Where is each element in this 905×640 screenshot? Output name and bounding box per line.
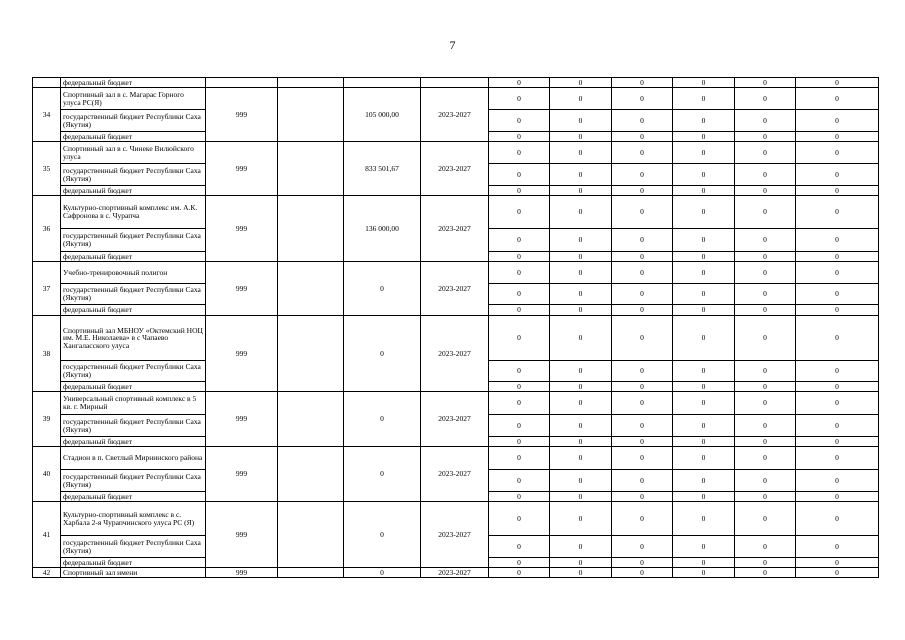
project-code: 999 bbox=[206, 502, 278, 568]
value-cell: 0 bbox=[796, 132, 879, 142]
value-cell: 0 bbox=[796, 110, 879, 132]
value-cell: 0 bbox=[489, 110, 550, 132]
source-label: федеральный бюджет bbox=[61, 305, 206, 316]
project-code: 999 bbox=[206, 88, 278, 142]
project-period: 2023-2027 bbox=[421, 88, 489, 142]
empty-cell bbox=[278, 262, 344, 316]
value-cell: 0 bbox=[550, 78, 612, 88]
value-cell: 0 bbox=[673, 284, 735, 305]
project-code: 999 bbox=[206, 196, 278, 262]
value-cell: 0 bbox=[489, 382, 550, 392]
value-cell: 0 bbox=[550, 164, 612, 186]
value-cell: 0 bbox=[673, 110, 735, 132]
empty-cell bbox=[278, 88, 344, 142]
budget-table bbox=[32, 77, 879, 578]
table-row bbox=[33, 262, 879, 284]
project-name: Спортивный зал МБНОУ «Октемский НОЦ им. М.Е. Николаева» в с Чапаево Хангаласского улуса bbox=[61, 316, 206, 361]
value-cell: 0 bbox=[550, 437, 612, 447]
value-cell: 0 bbox=[550, 470, 612, 492]
source-label: федеральный бюджет bbox=[61, 382, 206, 392]
value-cell: 0 bbox=[550, 316, 612, 361]
value-cell: 0 bbox=[550, 88, 612, 110]
value-cell: 0 bbox=[550, 284, 612, 305]
project-cost: 0 bbox=[344, 262, 421, 316]
value-cell: 0 bbox=[489, 502, 550, 536]
value-cell: 0 bbox=[673, 361, 735, 382]
project-cost: 0 bbox=[344, 447, 421, 502]
value-cell: 0 bbox=[673, 382, 735, 392]
source-label: федеральный бюджет bbox=[61, 558, 206, 568]
value-cell: 0 bbox=[796, 568, 879, 578]
project-cost: 0 bbox=[344, 392, 421, 447]
empty-cell bbox=[278, 568, 344, 578]
project-code: 999 bbox=[206, 447, 278, 502]
value-cell: 0 bbox=[735, 558, 796, 568]
project-cost: 0 bbox=[344, 316, 421, 392]
value-cell: 0 bbox=[735, 382, 796, 392]
value-cell: 0 bbox=[735, 132, 796, 142]
project-cost: 0 bbox=[344, 568, 421, 578]
value-cell: 0 bbox=[796, 142, 879, 164]
value-cell: 0 bbox=[673, 196, 735, 229]
value-cell: 0 bbox=[735, 502, 796, 536]
value-cell: 0 bbox=[612, 558, 673, 568]
value-cell: 0 bbox=[489, 470, 550, 492]
value-cell: 0 bbox=[550, 447, 612, 470]
project-code: 999 bbox=[206, 316, 278, 392]
value-cell: 0 bbox=[796, 437, 879, 447]
value-cell: 0 bbox=[796, 502, 879, 536]
value-cell: 0 bbox=[489, 558, 550, 568]
value-cell: 0 bbox=[612, 305, 673, 316]
value-cell: 0 bbox=[612, 568, 673, 578]
value-cell: 0 bbox=[612, 88, 673, 110]
value-cell: 0 bbox=[612, 536, 673, 558]
value-cell: 0 bbox=[612, 470, 673, 492]
project-name: Универсальный спортивный комплекс в 5 кв. г. Мирный bbox=[61, 392, 206, 415]
value-cell: 0 bbox=[673, 502, 735, 536]
value-cell: 0 bbox=[735, 305, 796, 316]
value-cell: 0 bbox=[735, 415, 796, 437]
project-code: 999 bbox=[206, 142, 278, 196]
table-row bbox=[33, 142, 879, 164]
value-cell: 0 bbox=[550, 415, 612, 437]
project-code: 999 bbox=[206, 568, 278, 578]
value-cell: 0 bbox=[612, 415, 673, 437]
value-cell: 0 bbox=[673, 415, 735, 437]
source-label: государственный бюджет Республики Саха (Якутия) bbox=[61, 110, 206, 132]
value-cell: 0 bbox=[612, 284, 673, 305]
value-cell: 0 bbox=[550, 110, 612, 132]
value-cell: 0 bbox=[796, 305, 879, 316]
value-cell: 0 bbox=[550, 142, 612, 164]
project-code: 999 bbox=[206, 392, 278, 447]
value-cell: 0 bbox=[735, 110, 796, 132]
table-row bbox=[33, 88, 879, 110]
value-cell: 0 bbox=[735, 316, 796, 361]
project-name: Спортивный зал имени bbox=[61, 568, 206, 578]
value-cell: 0 bbox=[489, 447, 550, 470]
value-cell: 0 bbox=[673, 568, 735, 578]
value-cell: 0 bbox=[796, 252, 879, 262]
value-cell: 0 bbox=[735, 284, 796, 305]
project-number: 38 bbox=[33, 316, 61, 392]
value-cell: 0 bbox=[673, 164, 735, 186]
value-cell: 0 bbox=[612, 196, 673, 229]
table-row bbox=[33, 392, 879, 415]
value-cell: 0 bbox=[612, 447, 673, 470]
value-cell: 0 bbox=[612, 502, 673, 536]
source-label: государственный бюджет Республики Саха (Якутия) bbox=[61, 415, 206, 437]
value-cell: 0 bbox=[673, 305, 735, 316]
value-cell: 0 bbox=[489, 392, 550, 415]
project-period: 2023-2027 bbox=[421, 316, 489, 392]
empty-cell bbox=[278, 196, 344, 262]
value-cell: 0 bbox=[673, 262, 735, 284]
value-cell: 0 bbox=[489, 415, 550, 437]
project-number: 37 bbox=[33, 262, 61, 316]
value-cell: 0 bbox=[673, 252, 735, 262]
page-number: 7 bbox=[449, 38, 456, 52]
value-cell: 0 bbox=[796, 536, 879, 558]
value-cell: 0 bbox=[796, 196, 879, 229]
value-cell: 0 bbox=[489, 229, 550, 252]
value-cell: 0 bbox=[612, 164, 673, 186]
value-cell: 0 bbox=[796, 229, 879, 252]
value-cell: 0 bbox=[796, 392, 879, 415]
project-period: 2023-2027 bbox=[421, 196, 489, 262]
value-cell: 0 bbox=[489, 568, 550, 578]
empty-cell bbox=[278, 447, 344, 502]
value-cell: 0 bbox=[550, 392, 612, 415]
project-name: Учебно-тренировочный полигон bbox=[61, 262, 206, 284]
value-cell: 0 bbox=[612, 78, 673, 88]
value-cell: 0 bbox=[489, 132, 550, 142]
value-cell: 0 bbox=[550, 252, 612, 262]
value-cell: 0 bbox=[796, 164, 879, 186]
source-label: федеральный бюджет bbox=[61, 78, 206, 88]
value-cell: 0 bbox=[489, 492, 550, 502]
value-cell: 0 bbox=[489, 284, 550, 305]
project-name: Культурно-спортивный комплекс им. А.К. Сафронова в с. Чурапча bbox=[61, 196, 206, 229]
value-cell: 0 bbox=[612, 262, 673, 284]
value-cell: 0 bbox=[796, 415, 879, 437]
code-cell bbox=[206, 78, 278, 88]
project-cost: 0 bbox=[344, 502, 421, 568]
value-cell: 0 bbox=[612, 252, 673, 262]
value-cell: 0 bbox=[489, 262, 550, 284]
value-cell: 0 bbox=[735, 186, 796, 196]
project-name: Культурно-спортивный комплекс в с. Харбала 2-я Чурапчинского улуса РС (Я) bbox=[61, 502, 206, 536]
value-cell: 0 bbox=[673, 229, 735, 252]
value-cell: 0 bbox=[735, 447, 796, 470]
project-period: 2023-2027 bbox=[421, 392, 489, 447]
value-cell: 0 bbox=[673, 88, 735, 110]
value-cell: 0 bbox=[612, 382, 673, 392]
value-cell: 0 bbox=[489, 142, 550, 164]
value-cell: 0 bbox=[489, 186, 550, 196]
source-label: государственный бюджет Республики Саха (Якутия) bbox=[61, 229, 206, 252]
value-cell: 0 bbox=[673, 447, 735, 470]
empty-cell bbox=[278, 142, 344, 196]
value-cell: 0 bbox=[673, 492, 735, 502]
empty-cell bbox=[278, 392, 344, 447]
value-cell: 0 bbox=[673, 316, 735, 361]
source-label: федеральный бюджет bbox=[61, 132, 206, 142]
value-cell: 0 bbox=[735, 470, 796, 492]
value-cell: 0 bbox=[489, 88, 550, 110]
table-row bbox=[33, 568, 879, 578]
value-cell: 0 bbox=[673, 78, 735, 88]
source-label: федеральный бюджет bbox=[61, 252, 206, 262]
value-cell: 0 bbox=[673, 470, 735, 492]
project-period: 2023-2027 bbox=[421, 502, 489, 568]
value-cell: 0 bbox=[612, 316, 673, 361]
value-cell: 0 bbox=[735, 392, 796, 415]
project-number: 34 bbox=[33, 88, 61, 142]
value-cell: 0 bbox=[796, 262, 879, 284]
value-cell: 0 bbox=[735, 536, 796, 558]
value-cell: 0 bbox=[489, 536, 550, 558]
value-cell: 0 bbox=[489, 164, 550, 186]
value-cell: 0 bbox=[796, 492, 879, 502]
value-cell: 0 bbox=[673, 142, 735, 164]
project-name: Спортивный зал в с. Чинеке Вилюйского улуса bbox=[61, 142, 206, 164]
table-row bbox=[33, 316, 879, 361]
value-cell: 0 bbox=[489, 252, 550, 262]
value-cell: 0 bbox=[550, 568, 612, 578]
value-cell: 0 bbox=[612, 186, 673, 196]
value-cell: 0 bbox=[550, 492, 612, 502]
value-cell: 0 bbox=[796, 470, 879, 492]
source-label: федеральный бюджет bbox=[61, 492, 206, 502]
value-cell: 0 bbox=[550, 361, 612, 382]
value-cell: 0 bbox=[489, 361, 550, 382]
value-cell: 0 bbox=[550, 305, 612, 316]
value-cell: 0 bbox=[673, 437, 735, 447]
value-cell: 0 bbox=[550, 186, 612, 196]
value-cell: 0 bbox=[796, 447, 879, 470]
value-cell: 0 bbox=[489, 437, 550, 447]
value-cell: 0 bbox=[489, 78, 550, 88]
value-cell: 0 bbox=[612, 437, 673, 447]
value-cell: 0 bbox=[735, 568, 796, 578]
project-name: Спортивный зал в с. Магарас Горного улуса РС(Я) bbox=[61, 88, 206, 110]
value-cell: 0 bbox=[673, 558, 735, 568]
period-cell bbox=[421, 78, 489, 88]
value-cell: 0 bbox=[673, 536, 735, 558]
empty-cell bbox=[278, 78, 344, 88]
project-number: 39 bbox=[33, 392, 61, 447]
table-row bbox=[33, 502, 879, 536]
value-cell: 0 bbox=[796, 284, 879, 305]
value-cell: 0 bbox=[612, 110, 673, 132]
source-label: государственный бюджет Республики Саха (Якутия) bbox=[61, 164, 206, 186]
table-row bbox=[33, 447, 879, 470]
value-cell: 0 bbox=[735, 88, 796, 110]
project-number: 35 bbox=[33, 142, 61, 196]
value-cell: 0 bbox=[550, 262, 612, 284]
value-cell: 0 bbox=[550, 382, 612, 392]
value-cell: 0 bbox=[550, 196, 612, 229]
empty-cell bbox=[278, 316, 344, 392]
project-period: 2023-2027 bbox=[421, 568, 489, 578]
value-cell: 0 bbox=[796, 78, 879, 88]
project-period: 2023-2027 bbox=[421, 142, 489, 196]
value-cell: 0 bbox=[796, 88, 879, 110]
value-cell: 0 bbox=[735, 196, 796, 229]
value-cell: 0 bbox=[735, 142, 796, 164]
empty-cell bbox=[278, 502, 344, 568]
value-cell: 0 bbox=[612, 361, 673, 382]
project-period: 2023-2027 bbox=[421, 262, 489, 316]
source-label: государственный бюджет Республики Саха (Якутия) bbox=[61, 284, 206, 305]
value-cell: 0 bbox=[612, 492, 673, 502]
project-name: Стадион в п. Светлый Мирнинского района bbox=[61, 447, 206, 470]
value-cell: 0 bbox=[550, 229, 612, 252]
value-cell: 0 bbox=[735, 252, 796, 262]
value-cell: 0 bbox=[735, 229, 796, 252]
value-cell: 0 bbox=[735, 164, 796, 186]
value-cell: 0 bbox=[612, 229, 673, 252]
project-number: 41 bbox=[33, 502, 61, 568]
value-cell: 0 bbox=[550, 132, 612, 142]
project-number: 40 bbox=[33, 447, 61, 502]
value-cell: 0 bbox=[735, 492, 796, 502]
source-label: государственный бюджет Республики Саха (Якутия) bbox=[61, 536, 206, 558]
value-cell: 0 bbox=[796, 316, 879, 361]
source-label: государственный бюджет Республики Саха (Якутия) bbox=[61, 361, 206, 382]
source-label: государственный бюджет Республики Саха (Якутия) bbox=[61, 470, 206, 492]
value-cell: 0 bbox=[796, 558, 879, 568]
num-cell bbox=[33, 78, 61, 88]
project-number: 36 bbox=[33, 196, 61, 262]
cost-cell bbox=[344, 78, 421, 88]
source-label: федеральный бюджет bbox=[61, 186, 206, 196]
project-cost: 833 501,67 bbox=[344, 142, 421, 196]
project-number: 42 bbox=[33, 568, 61, 578]
value-cell: 0 bbox=[673, 132, 735, 142]
project-period: 2023-2027 bbox=[421, 447, 489, 502]
value-cell: 0 bbox=[735, 262, 796, 284]
value-cell: 0 bbox=[796, 361, 879, 382]
table-row bbox=[33, 78, 879, 88]
project-cost: 105 000,00 bbox=[344, 88, 421, 142]
value-cell: 0 bbox=[673, 186, 735, 196]
value-cell: 0 bbox=[735, 361, 796, 382]
value-cell: 0 bbox=[673, 392, 735, 415]
value-cell: 0 bbox=[550, 502, 612, 536]
value-cell: 0 bbox=[550, 558, 612, 568]
value-cell: 0 bbox=[735, 437, 796, 447]
project-cost: 136 000,00 bbox=[344, 196, 421, 262]
value-cell: 0 bbox=[489, 196, 550, 229]
project-code: 999 bbox=[206, 262, 278, 316]
value-cell: 0 bbox=[796, 186, 879, 196]
source-label: федеральный бюджет bbox=[61, 437, 206, 447]
value-cell: 0 bbox=[612, 142, 673, 164]
value-cell: 0 bbox=[735, 78, 796, 88]
value-cell: 0 bbox=[550, 536, 612, 558]
value-cell: 0 bbox=[612, 392, 673, 415]
value-cell: 0 bbox=[612, 132, 673, 142]
value-cell: 0 bbox=[489, 305, 550, 316]
table-row bbox=[33, 196, 879, 229]
value-cell: 0 bbox=[796, 382, 879, 392]
value-cell: 0 bbox=[489, 316, 550, 361]
